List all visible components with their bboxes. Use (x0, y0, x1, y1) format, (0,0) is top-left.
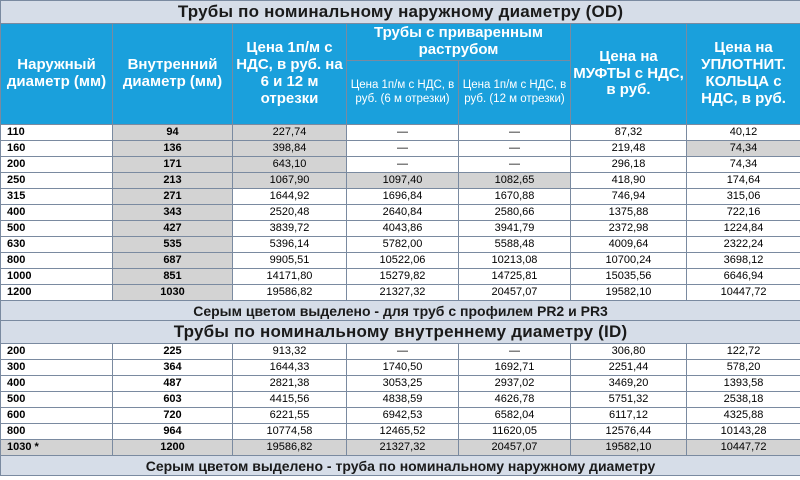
price-welded-12m-cell: 1670,88 (459, 189, 571, 205)
outer-diameter-cell: 1030 * (1, 440, 113, 456)
price-cut-cell: 19586,82 (233, 285, 347, 301)
inner-diameter-cell: 136 (113, 141, 233, 157)
price-welded-12m-cell: — (459, 157, 571, 173)
od-note: Серым цветом выделено - для труб с профилем PR2 и PR3 (1, 301, 800, 321)
ring-price-cell: 315,06 (687, 189, 800, 205)
price-welded-6m-cell: 5782,00 (347, 237, 459, 253)
price-welded-12m-cell: 11620,05 (459, 424, 571, 440)
outer-diameter-cell: 800 (1, 424, 113, 440)
price-cut-cell: 1644,92 (233, 189, 347, 205)
price-cut-cell: 643,10 (233, 157, 347, 173)
inner-diameter-cell: 1200 (113, 440, 233, 456)
ring-price-cell: 10143,28 (687, 424, 800, 440)
price-cut-cell: 10774,58 (233, 424, 347, 440)
coupling-price-cell: 3469,20 (571, 376, 687, 392)
coupling-price-cell: 5751,32 (571, 392, 687, 408)
inner-diameter-cell: 364 (113, 360, 233, 376)
inner-diameter-cell: 213 (113, 173, 233, 189)
ring-price-cell: 3698,12 (687, 253, 800, 269)
price-cut-cell: 19586,82 (233, 440, 347, 456)
price-welded-12m-cell: 2937,02 (459, 376, 571, 392)
outer-diameter-cell: 1000 (1, 269, 113, 285)
outer-diameter-cell: 400 (1, 376, 113, 392)
price-welded-12m-cell: 1692,71 (459, 360, 571, 376)
outer-diameter-cell: 630 (1, 237, 113, 253)
table-row (1, 392, 800, 408)
ring-price-cell: 122,72 (687, 344, 800, 360)
od-rows (1, 125, 800, 301)
price-cut-cell: 5396,14 (233, 237, 347, 253)
price-welded-12m-cell: — (459, 125, 571, 141)
outer-diameter-cell: 200 (1, 157, 113, 173)
ring-price-cell: 10447,72 (687, 440, 800, 456)
price-welded-6m-cell: 10522,06 (347, 253, 459, 269)
price-welded-12m-cell: 3941,79 (459, 221, 571, 237)
price-cut-cell: 2520,48 (233, 205, 347, 221)
outer-diameter-cell: 600 (1, 408, 113, 424)
ring-price-cell: 74,34 (687, 157, 800, 173)
outer-diameter-cell: 315 (1, 189, 113, 205)
outer-diameter-cell: 500 (1, 221, 113, 237)
coupling-price-cell: 87,32 (571, 125, 687, 141)
table-row (1, 157, 800, 173)
price-welded-6m-cell: 6942,53 (347, 408, 459, 424)
ring-price-cell: 722,16 (687, 205, 800, 221)
inner-diameter-cell: 343 (113, 205, 233, 221)
coupling-price-cell: 19582,10 (571, 285, 687, 301)
table-row (1, 125, 800, 141)
inner-diameter-cell: 94 (113, 125, 233, 141)
price-welded-12m-cell: 20457,07 (459, 440, 571, 456)
price-welded-6m-cell: 4043,86 (347, 221, 459, 237)
price-welded-6m-cell: 1696,84 (347, 189, 459, 205)
price-welded-6m-cell: 3053,25 (347, 376, 459, 392)
price-welded-6m-cell: — (347, 125, 459, 141)
table-row (1, 269, 800, 285)
coupling-price-cell: 746,94 (571, 189, 687, 205)
price-cut-cell: 4415,56 (233, 392, 347, 408)
price-welded-6m-cell: 21327,32 (347, 440, 459, 456)
inner-diameter-cell: 687 (113, 253, 233, 269)
table-row (1, 205, 800, 221)
price-welded-6m-cell: 1740,50 (347, 360, 459, 376)
header-outer-diameter: Наружный диаметр (мм) (1, 24, 113, 125)
price-welded-6m-cell: 2640,84 (347, 205, 459, 221)
inner-diameter-cell: 427 (113, 221, 233, 237)
id-note: Серым цветом выделено - труба по номинальному наружному диаметру (1, 456, 800, 476)
coupling-price-cell: 12576,44 (571, 424, 687, 440)
header-coupling-price: Цена на МУФТЫ с НДС, в руб. (571, 24, 687, 125)
inner-diameter-cell: 964 (113, 424, 233, 440)
price-welded-12m-cell: 2580,66 (459, 205, 571, 221)
outer-diameter-cell: 300 (1, 360, 113, 376)
outer-diameter-cell: 500 (1, 392, 113, 408)
price-welded-12m-cell: 6582,04 (459, 408, 571, 424)
price-cut-cell: 913,32 (233, 344, 347, 360)
price-welded-12m-cell: 1082,65 (459, 173, 571, 189)
table-row (1, 237, 800, 253)
header-inner-diameter: Внутренний диаметр (мм) (113, 24, 233, 125)
table-row (1, 141, 800, 157)
inner-diameter-cell: 535 (113, 237, 233, 253)
id-section-title: Трубы по номинальному внутреннему диаметру (ID) (1, 321, 800, 344)
inner-diameter-cell: 720 (113, 408, 233, 424)
coupling-price-cell: 10700,24 (571, 253, 687, 269)
ring-price-cell: 2538,18 (687, 392, 800, 408)
outer-diameter-cell: 160 (1, 141, 113, 157)
ring-price-cell: 578,20 (687, 360, 800, 376)
coupling-price-cell: 2251,44 (571, 360, 687, 376)
header-price-cut: Цена 1п/м с НДС, в руб. на 6 и 12 м отрезки (233, 24, 347, 125)
inner-diameter-cell: 851 (113, 269, 233, 285)
table-row (1, 189, 800, 205)
price-welded-6m-cell: — (347, 344, 459, 360)
inner-diameter-cell: 487 (113, 376, 233, 392)
price-cut-cell: 2821,38 (233, 376, 347, 392)
inner-diameter-cell: 603 (113, 392, 233, 408)
price-cut-cell: 14171,80 (233, 269, 347, 285)
price-cut-cell: 3839,72 (233, 221, 347, 237)
price-cut-cell: 1644,33 (233, 360, 347, 376)
ring-price-cell: 10447,72 (687, 285, 800, 301)
coupling-price-cell: 2372,98 (571, 221, 687, 237)
price-welded-12m-cell: 14725,81 (459, 269, 571, 285)
table-row (1, 440, 800, 456)
price-cut-cell: 227,74 (233, 125, 347, 141)
ring-price-cell: 2322,24 (687, 237, 800, 253)
price-welded-6m-cell: 15279,82 (347, 269, 459, 285)
price-cut-cell: 398,84 (233, 141, 347, 157)
price-welded-6m-cell: 12465,52 (347, 424, 459, 440)
header-welded-6m: Цена 1п/м с НДС, в руб. (6 м отрезки) (347, 61, 459, 125)
ring-price-cell: 4325,88 (687, 408, 800, 424)
inner-diameter-cell: 225 (113, 344, 233, 360)
price-welded-6m-cell: 21327,32 (347, 285, 459, 301)
table-row (1, 221, 800, 237)
price-welded-12m-cell: 10213,08 (459, 253, 571, 269)
inner-diameter-cell: 271 (113, 189, 233, 205)
outer-diameter-cell: 250 (1, 173, 113, 189)
outer-diameter-cell: 110 (1, 125, 113, 141)
price-cut-cell: 9905,51 (233, 253, 347, 269)
coupling-price-cell: 1375,88 (571, 205, 687, 221)
table-row (1, 376, 800, 392)
coupling-price-cell: 19582,10 (571, 440, 687, 456)
price-cut-cell: 6221,55 (233, 408, 347, 424)
price-cut-cell: 1067,90 (233, 173, 347, 189)
price-welded-6m-cell: — (347, 141, 459, 157)
price-welded-12m-cell: 4626,78 (459, 392, 571, 408)
table-row (1, 173, 800, 189)
price-welded-6m-cell: 4838,59 (347, 392, 459, 408)
price-welded-12m-cell: 20457,07 (459, 285, 571, 301)
coupling-price-cell: 6117,12 (571, 408, 687, 424)
header-welded-group: Трубы с приваренным раструбом (347, 24, 571, 61)
header-welded-12m: Цена 1п/м с НДС, в руб. (12 м отрезки) (459, 61, 571, 125)
inner-diameter-cell: 1030 (113, 285, 233, 301)
outer-diameter-cell: 1200 (1, 285, 113, 301)
ring-price-cell: 74,34 (687, 141, 800, 157)
table-row (1, 360, 800, 376)
outer-diameter-cell: 400 (1, 205, 113, 221)
price-welded-12m-cell: 5588,48 (459, 237, 571, 253)
coupling-price-cell: 296,18 (571, 157, 687, 173)
ring-price-cell: 1393,58 (687, 376, 800, 392)
coupling-price-cell: 306,80 (571, 344, 687, 360)
ring-price-cell: 1224,84 (687, 221, 800, 237)
price-welded-12m-cell: — (459, 344, 571, 360)
table-row (1, 408, 800, 424)
ring-price-cell: 6646,94 (687, 269, 800, 285)
header-ring-price: Цена на УПЛОТНИТ. КОЛЬЦА с НДС, в руб. (687, 24, 800, 125)
price-welded-6m-cell: — (347, 157, 459, 173)
coupling-price-cell: 15035,56 (571, 269, 687, 285)
coupling-price-cell: 219,48 (571, 141, 687, 157)
price-welded-12m-cell: — (459, 141, 571, 157)
price-welded-6m-cell: 1097,40 (347, 173, 459, 189)
outer-diameter-cell: 200 (1, 344, 113, 360)
ring-price-cell: 40,12 (687, 125, 800, 141)
table-row (1, 344, 800, 360)
od-section-title: Трубы по номинальному наружному диаметру (OD) (1, 1, 800, 24)
table-row (1, 285, 800, 301)
coupling-price-cell: 418,90 (571, 173, 687, 189)
table-row (1, 424, 800, 440)
outer-diameter-cell: 800 (1, 253, 113, 269)
ring-price-cell: 174,64 (687, 173, 800, 189)
inner-diameter-cell: 171 (113, 157, 233, 173)
coupling-price-cell: 4009,64 (571, 237, 687, 253)
id-rows (1, 344, 800, 456)
table-row (1, 253, 800, 269)
